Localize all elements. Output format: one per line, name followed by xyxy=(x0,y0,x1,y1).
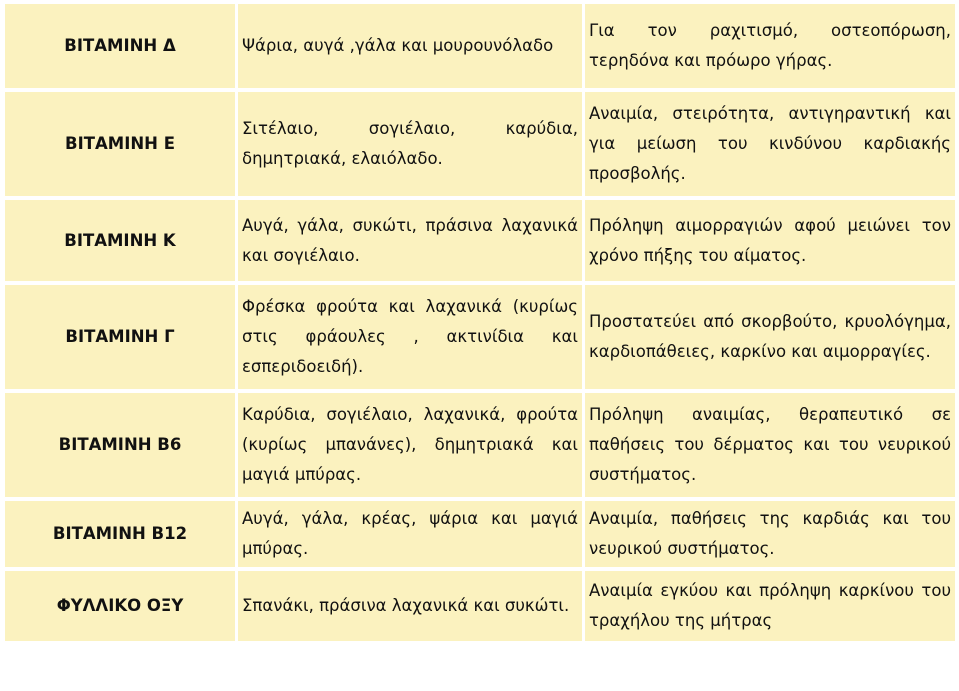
table-row xyxy=(5,571,955,641)
vitamin-name: ΒΙΤΑΜΙΝΗ Β12 xyxy=(5,501,235,567)
food-sources: Αυγά, γάλα, κρέας, ψάρια και μαγιά μπύρας. xyxy=(238,501,582,567)
table-row xyxy=(5,200,955,281)
health-benefits: Αναιμία, παθήσεις της καρδιάς και του νευρικού συστήματος. xyxy=(585,501,955,567)
food-sources: Ψάρια, αυγά ,γάλα και μουρουνόλαδο xyxy=(238,4,582,88)
vitamin-name: ΒΙΤΑΜΙΝΗ Β6 xyxy=(5,393,235,497)
table-row xyxy=(5,501,955,567)
food-sources: Φρέσκα φρούτα και λαχανικά (κυρίως στις φράουλες , ακτινίδια και εσπεριδοειδή). xyxy=(238,285,582,389)
vitamin-name: ΒΙΤΑΜΙΝΗ Ε xyxy=(5,92,235,196)
table-row xyxy=(5,285,955,389)
vitamin-name: ΒΙΤΑΜΙΝΗ Γ xyxy=(5,285,235,389)
health-benefits: Για τον ραχιτισμό, οστεοπόρωση, τερηδόνα και πρόωρο γήρας. xyxy=(585,4,955,88)
vitamins-table xyxy=(2,0,958,645)
food-sources: Σπανάκι, πράσινα λαχανικά και συκώτι. xyxy=(238,571,582,641)
food-sources: Αυγά, γάλα, συκώτι, πράσινα λαχανικά και σογιέλαιο. xyxy=(238,200,582,281)
health-benefits: Αναιμία εγκύου και πρόληψη καρκίνου του τραχήλου της μήτρας xyxy=(585,571,955,641)
food-sources: Καρύδια, σογιέλαιο, λαχανικά, φρούτα (κυρίως μπανάνες), δημητριακά και μαγιά μπύρας. xyxy=(238,393,582,497)
table-row xyxy=(5,92,955,196)
health-benefits: Προστατεύει από σκορβούτο, κρυολόγημα, καρδιοπάθειες, καρκίνο και αιμορραγίες. xyxy=(585,285,955,389)
health-benefits: Αναιμία, στειρότητα, αντιγηραντική και για μείωση του κινδύνου καρδιακής προσβολής. xyxy=(585,92,955,196)
vitamin-name: ΒΙΤΑΜΙΝΗ Δ xyxy=(5,4,235,88)
food-sources: Σιτέλαιο, σογιέλαιο, καρύδια, δημητριακά, ελαιόλαδο. xyxy=(238,92,582,196)
table-row xyxy=(5,393,955,497)
table-row xyxy=(5,4,955,88)
vitamin-name: ΦΥΛΛΙΚΟ ΟΞΥ xyxy=(5,571,235,641)
health-benefits: Πρόληψη αιμορραγιών αφού μειώνει τον χρόνο πήξης του αίματος. xyxy=(585,200,955,281)
vitamin-name: ΒΙΤΑΜΙΝΗ Κ xyxy=(5,200,235,281)
health-benefits: Πρόληψη αναιμίας, θεραπευτικό σε παθήσεις του δέρματος και του νευρικού συστήματος. xyxy=(585,393,955,497)
